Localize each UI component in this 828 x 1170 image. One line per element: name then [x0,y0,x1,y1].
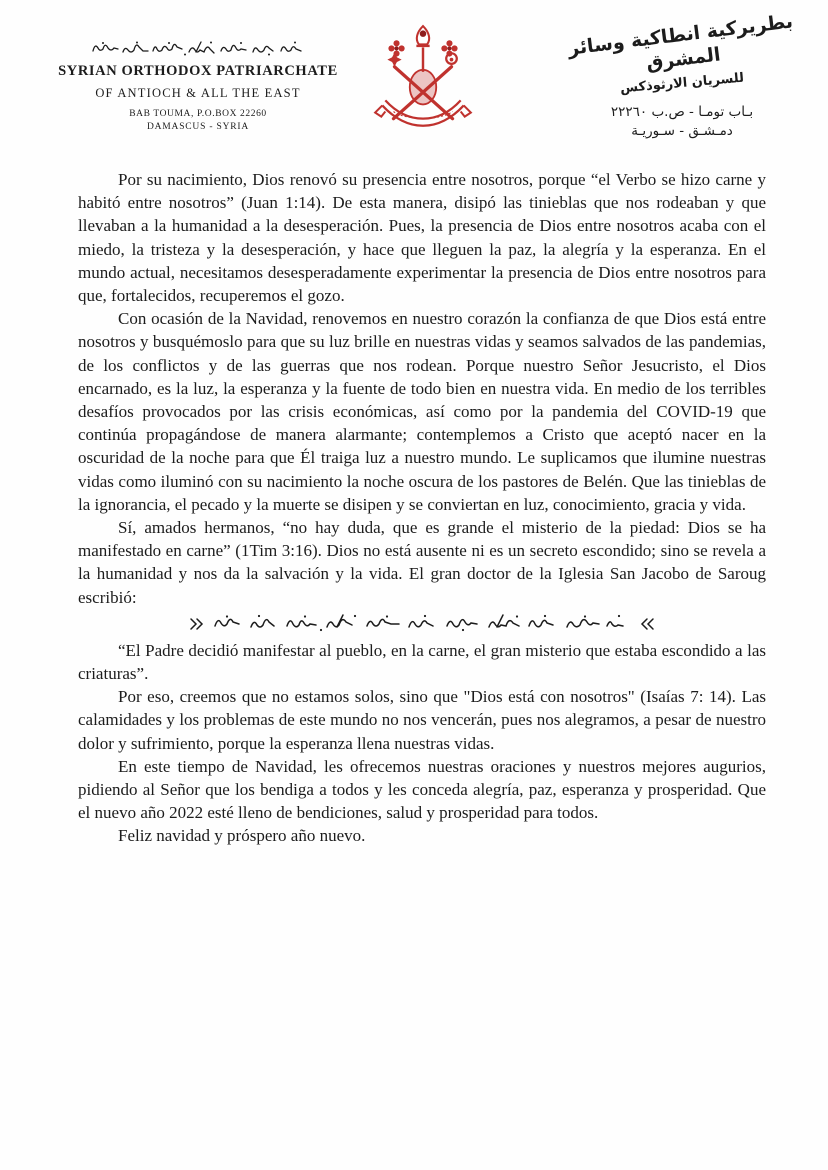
body-paragraph: Con ocasión de la Navidad, renovemos en nuestro corazón la confianza de que Dios está entre nosotros y busquémoslo para que su luz brille en nuestras vidas y seamos salvados de las pandemias, de los conflictos y de las guerras que nos rodean. Porque nuestro Señor Jesucristo, el Dios encarnado, es la luz, la esperanza y la fuente de todo bien en nuestra vida. En medio de los terribles desafíos provocados por las crisis económicas, así como por la pandemia del COVID-19 que continúa propagándose de manera alarmante; contemplemos a Cristo que aceptó nacer en la oscuridad de la noche para que Él traiga luz a nuestro mundo. Le suplicamos que ilumine nuestras vidas como iluminó con su nacimiento la noche oscura de los pastores de Belén. Que las tinieblas de la ignorancia, el pecado y la muerte se disipen y se conviertan en luz, conocimiento, gracia y vida. [78,309,766,514]
syriac-calligraphy-title [89,40,307,57]
letter-body [78,168,766,848]
arabic-calligraphy-title: بطريركية انطاكية وسائر المشرق [566,10,795,75]
city-country-line: DAMASCUS - SYRIA [146,122,249,132]
letterhead-left [58,40,338,132]
body-paragraph: “El Padre decidió manifestar al pueblo, en la carne, el gran misterio que estaba escondido a las criaturas”. [78,640,766,684]
arabic-calligraphy-subtitle: للسريان الارثوذكس [619,70,745,96]
body-paragraph: En este tiempo de Navidad, les ofrecemos nuestras oraciones y nuestros mejores augurios, pidiendo al Señor que los bendiga a todos y les conceda alegría, paz, esperanza y prosperidad. Que el nuevo año 2022 esté lleno de bendiciones, salud y prosperidad para todos. [78,756,766,823]
patriarchate-crest-icon [370,24,476,138]
body-paragraph: Por su nacimiento, Dios renovó su presencia entre nosotros, porque “el Verbo se hizo carne y habitó entre nosotros” (Juan 1:14). De esta manera, disipó las tinieblas que nos rodeaban y que llevaban a la humanidad a la desesperación. Pues, la presencia de Dios entre nosotros acaba con el miedo, la tristeza y la desesperación, y hace que lleguen la paz, la alegría y la esperanza. En el mundo actual, necesitamos desesperadamente experimentar la presencia de Dios entre nosotros para que, fortalecidos, recuperemos el gozo. [78,170,766,306]
arabic-city-country-line: دمـشـق - سـوريـة [631,123,733,140]
syriac-quote [78,609,766,639]
po-box-line: BAB TOUMA, P.O.BOX 22260 [129,109,267,119]
patriarchate-name: SYRIAN ORTHODOX PATRIARCHATE [58,63,338,79]
body-paragraph: Feliz navidad y próspero año nuevo. [118,826,366,846]
letterhead-right [552,10,812,142]
syriac-quote-calligraphy [187,613,657,635]
body-paragraph: Sí, amados hermanos, “no hay duda, que es grande el misterio de la piedad: Dios se ha manifestado en carne” (1Tim 3:16). Dios no está ausente ni es un secreto escondido; sino se revela a la humanidad y nos da la salvación y la vida. El gran doctor de la Iglesia San Jacobo de Saroug escribió: [78,518,766,607]
patriarchate-subtitle: OF ANTIOCH & ALL THE EAST [95,86,301,100]
arabic-po-box-line: بـاب تومـا - ص.ب ٢٢٢٦٠ [610,103,754,120]
body-paragraph: Por eso, creemos que no estamos solos, sino que "Dios está con nosotros" (Isaías 7: 14). Las calamidades y los problemas de este mundo no nos vencerán, pues nos alegramos, a pesar de nuestro dolor y sufrimiento, porque la esperanza llena nuestras vidas. [78,687,766,753]
